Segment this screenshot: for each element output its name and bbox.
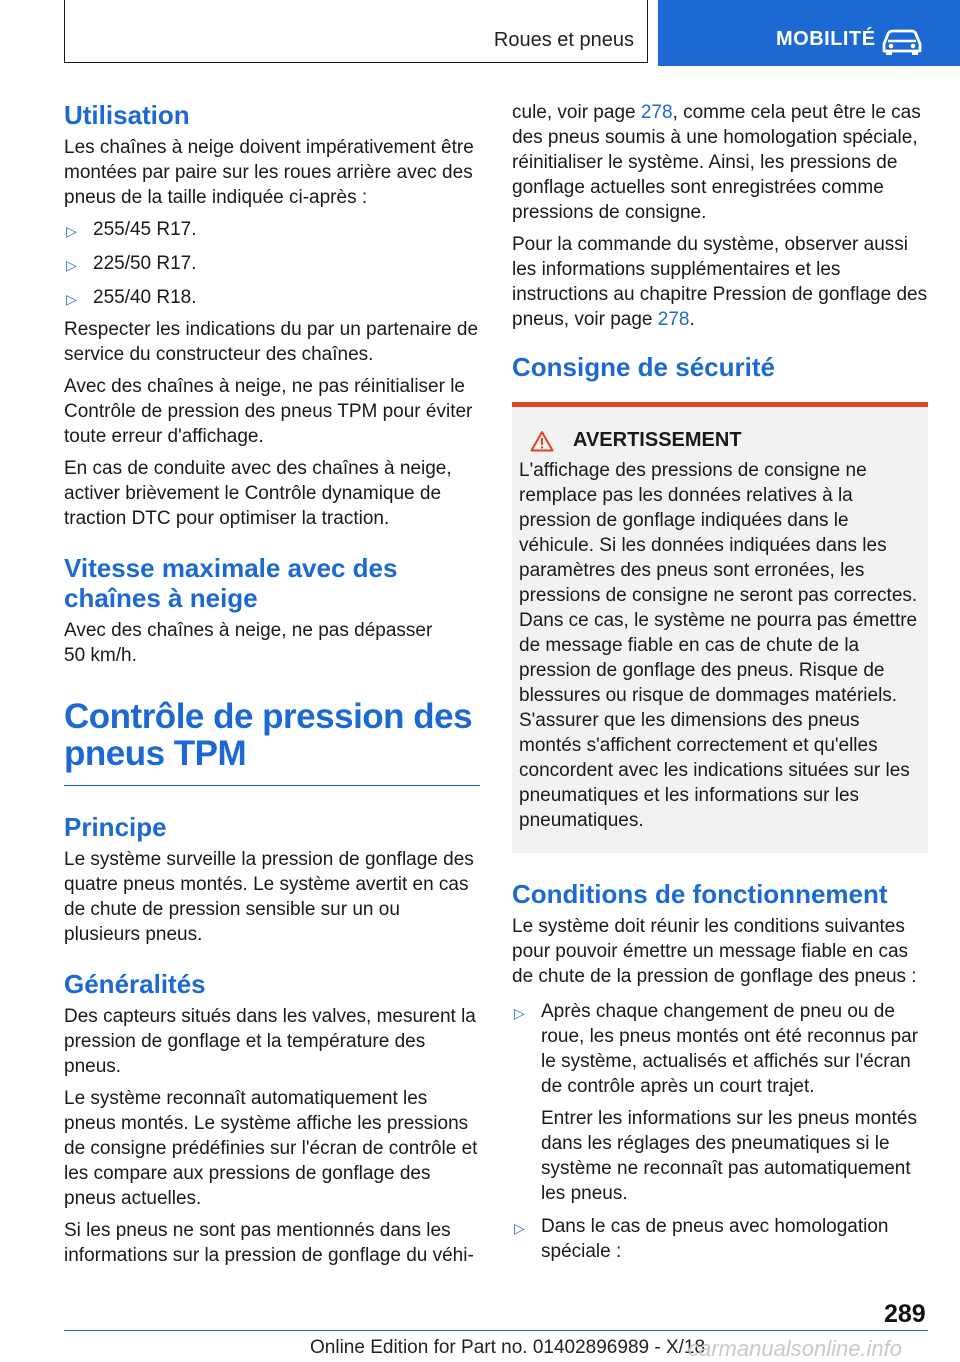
conditions-paragraph: Le système doit réunir les conditions suivantes pour pouvoir émettre un message fiable en cas de chute de la pression de gonflage des pneus :: [512, 916, 917, 987]
heading-consigne: Consigne de sécurité: [512, 352, 775, 382]
utilisation-paragraph-3: Avec des chaînes à neige, ne pas réinitialiser le Contrôle de pression des pneus TPM pour éviter toute erreur d'affichage.: [64, 376, 473, 447]
edition-line: Online Edition for Part no. 01402896989 - X/18: [310, 1337, 706, 1358]
warning-text: L'affichage des pressions de consigne ne remplace pas les données relatives à la pression de gonflage indiquées dans le véhicule. Si les données indiquées dans les paramètres des pneus sont erronées, les pressions de consigne ne seront pas correctes. Dans ce cas, le système ne pourra pas émettre de message fiable en cas de chute de la pression de gonflage des pneus. Risque de blessures ou risque de dommages matériels. S'assurer que les dimensions des pneus montés s'affichent correctement et qu'elles concordent avec les indications situées sur les pneumatiques et les informations sur les pneumatiques.: [519, 460, 918, 831]
heading-utilisation: Utilisation: [64, 100, 190, 130]
generalites-paragraph-1: Des capteurs situés dans les valves, mesurent la pression de gonflage et la température des pneus.: [64, 1006, 476, 1077]
bullet-triangle-icon: ▷: [514, 1220, 525, 1236]
continued-paragraph-2: Pour la commande du système, observer aussi les informations supplémentaires et les instructions au chapitre Pression de gonflage des pneus, voir page 278.: [512, 234, 928, 330]
warning-title: AVERTISSEMENT: [519, 429, 920, 452]
heading-principe: Principe: [64, 812, 167, 842]
bullet-triangle-icon: ▷: [66, 291, 77, 307]
chapter-heading-tpm: Contrôle de pression des pneus TPM: [64, 697, 473, 773]
chapter-divider: [64, 785, 480, 786]
generalites-paragraph-2: Le système reconnaît automatiquement les pneus montés. Le système affiche les pressions de consigne prédéfinies sur l'écran de contrôle et les compare aux pressions de gonflage des pneus actuelles.: [64, 1088, 478, 1209]
warning-box: [512, 402, 928, 853]
page-number: 289: [884, 1300, 926, 1328]
generalites-paragraph-3: Si les pneus ne sont pas mentionnés dans les informations sur la pression de gonflage du véhi-: [64, 1220, 474, 1266]
left-column: [64, 100, 480, 1275]
bullet-triangle-icon: ▷: [514, 1005, 525, 1021]
list-item: ▷ Après chaque changement de pneu ou de roue, les pneus montés ont été reconnus par le système, actualisés et affichés sur l'écran de contrôle après un court trajet.: [514, 1001, 919, 1097]
car-icon: [879, 27, 925, 55]
utilisation-paragraph-2: Respecter les indications du par un partenaire de service du constructeur des chaînes.: [64, 319, 479, 365]
page-reference-link[interactable]: 278: [640, 102, 673, 123]
principe-paragraph: Le système surveille la pression de gonflage des quatre pneus montés. Le système avertit en cas de chute de pression sensible sur un ou plusieurs pneus.: [64, 849, 474, 945]
heading-generalites: Généralités: [64, 969, 206, 999]
list-item: ▷ 225/50 R17.: [64, 251, 480, 276]
chapter-tab: [658, 0, 960, 66]
list-item: ▷ 255/45 R17.: [64, 217, 480, 242]
utilisation-paragraph-1: Les chaînes à neige doivent impérativement être montées par paire sur les roues arrière avec des pneus de la taille indiquée ci-après :: [64, 137, 474, 208]
page-header: [0, 0, 960, 66]
continued-paragraph-1: cule, voir page 278, comme cela peut être le cas des pneus soumis à une homologation spéciale, réinitialiser le système. Ainsi, les pressions de gonflage actuelles sont enregistrées comme pressions de consigne.: [512, 102, 921, 223]
right-column: [512, 100, 928, 1264]
heading-vitesse: Vitesse maximale avec des chaînes à neige: [64, 553, 398, 613]
tire-size-list: [64, 217, 480, 310]
bullet-triangle-icon: ▷: [66, 223, 77, 239]
warning-triangle-icon: [530, 430, 554, 452]
chapter-title: MOBILITÉ: [776, 28, 876, 50]
list-item: ▷ 255/40 R18.: [64, 285, 480, 310]
list-item-continuation: Entrer les informations sur les pneus montés dans les réglages des pneumatiques si le système ne reconnaît pas automatiquement les pneus.: [541, 1108, 917, 1204]
page-reference-link[interactable]: 278: [657, 309, 690, 330]
utilisation-paragraph-4: En cas de conduite avec des chaînes à neige, activer brièvement le Contrôle dynamique de traction DTC pour optimiser la traction.: [64, 458, 452, 529]
bullet-triangle-icon: ▷: [66, 257, 77, 273]
watermark: carmanualsonline.info: [688, 1336, 903, 1361]
heading-conditions: Conditions de fonctionnement: [512, 879, 888, 909]
section-tab: [64, 0, 648, 63]
section-title: Roues et pneus: [493, 29, 634, 51]
footer-divider: [64, 1330, 928, 1331]
vitesse-paragraph: Avec des chaînes à neige, ne pas dépasser 50 km/h.: [64, 620, 433, 666]
list-item: ▷ Dans le cas de pneus avec homologation spéciale :: [514, 1216, 889, 1262]
